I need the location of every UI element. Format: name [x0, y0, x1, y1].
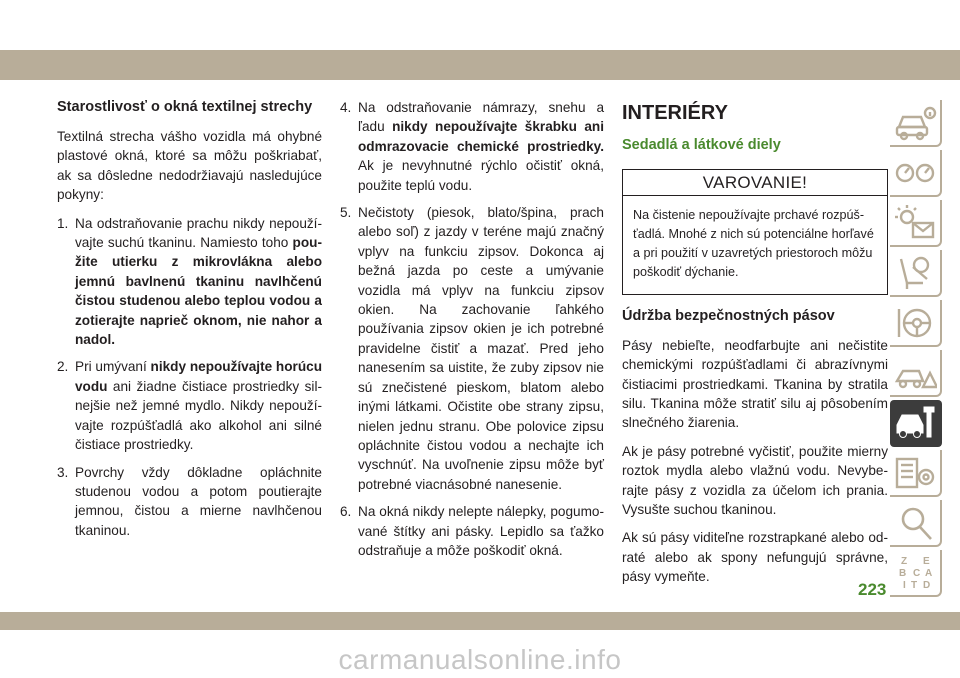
index-letter: B [899, 568, 907, 579]
index-letter: E [923, 556, 930, 567]
tab-dashboard[interactable] [890, 150, 942, 197]
heading-seatbelts: Údržba bezpečnostných pásov [622, 307, 835, 324]
page-number: 223 [858, 580, 887, 599]
section-title: INTERIÉRY [622, 102, 728, 124]
paragraph: Pásy nebieľte, neodfarbujte ani nečistite chemickými rozpúšťadlami či abrazívnymi čistiacimi prostriedkami. Tkanina by stratila silu. Tkanina môže stratiť silu aj pôsobením slnečného žiarenia. [622, 337, 888, 431]
heading-roof-windows: Starostlivosť o okná textilnej strechy [57, 99, 313, 115]
airbag-seat-icon [893, 253, 937, 293]
paragraph: Ak sú pásy viditeľne rozstrapkané alebo odraté alebo ak spony nefungujú správne, pásy vymeňte. [622, 530, 888, 585]
tab-car-info[interactable] [890, 100, 942, 147]
steering-wheel-icon [893, 303, 937, 343]
index-letter: A [925, 568, 933, 579]
index-letter: C [913, 568, 921, 579]
warning-title: VAROVANIE! [623, 170, 887, 195]
list-col2 [340, 98, 604, 560]
tab-maintenance[interactable] [890, 400, 942, 447]
top-band [0, 50, 960, 80]
list-item: 2. Pri umývaní nikdy nepoužívajte horúcu vodu ani žiadne čistiace prostriedky silnejšie než jemné mydlo. Nikdy nepoužívajte rozpúšťadlá ako alkohol ani silné čistiace prostriedky. [57, 359, 323, 453]
list-item: 4. Na odstraňovanie námrazy, snehu a ľadu nikdy nepoužívajte škrabku ani odmrazovacie chemické prostriedky. Ak je nevyhnutné rýchlo očistiť okná, použite teplú vodu. [340, 100, 604, 193]
list-item: 3. Povrchy vždy dôkladne opláchnite studenou vodou a potom poutierajte jemnou, čistou a mierne navlhčenou tkaninou. [57, 464, 322, 538]
index-letter: I [903, 580, 906, 591]
tab-emergency[interactable] [890, 350, 942, 397]
list-item: 1. Na odstraňovanie prachu nikdy nepoužívajte suchú tkaninu. Namiesto toho použite utierku z mikrovlákna alebo jemnú bavlnenú tkaninu navlhčenú čistou studenou alebo teplou vodou a zotierajte naprieč oknom, nie nahor a nadol. [57, 215, 322, 348]
warning-text: Na čistenie nepoužívajte prchavé rozpúšťadlá. Mnohé z nich sú potenciálne horľavé a pri použití v uzavretých priestoroch môžu poškodiť dýchanie. [633, 207, 874, 279]
list-item: 6. Na okná nikdy nelepte nálepky, pogumované štítky ani pásky. Lepidlo sa ťažko odstraňuje a môže poškodiť okná. [340, 504, 604, 558]
column-3 [622, 98, 888, 596]
column-2 [340, 98, 604, 568]
tab-driving[interactable] [890, 300, 942, 347]
tab-specifications[interactable] [890, 450, 942, 497]
car-info-icon [893, 103, 937, 143]
chapter-tabs [890, 100, 944, 600]
warning-box [622, 169, 888, 294]
list-col1 [57, 214, 322, 541]
tab-controls[interactable] [890, 200, 942, 247]
subsection-title: Sedadlá a látkové diely [622, 137, 781, 153]
bottom-band [0, 612, 960, 630]
tab-search[interactable] [890, 500, 942, 547]
tab-safety[interactable] [890, 250, 942, 297]
index-letter: Z [901, 556, 908, 567]
dashboard-gauge-icon [893, 153, 937, 193]
alphabet-index-icon [893, 553, 937, 593]
sun-envelope-icon [893, 203, 937, 243]
column-1 [57, 98, 322, 548]
intro-paragraph: Textilná strecha vášho vozidla má ohybné plastové okná, ktoré sa môžu poškriabať, ak sa dôsledne nedodržiavajú nasledujúce pokyny: [57, 129, 322, 203]
index-letter: T [911, 580, 918, 591]
index-letter: D [923, 580, 931, 591]
car-wrench-icon [893, 403, 937, 443]
tab-index[interactable] [890, 550, 942, 597]
warning-triangle-car-icon [893, 353, 937, 393]
magnifier-icon [893, 503, 937, 543]
specs-gear-icon [893, 453, 937, 493]
watermark: carmanualsonline.info [338, 644, 622, 675]
paragraph: Ak je pásy potrebné vyčistiť, použite mierny roztok mydla alebo vlažnú vodu. Nevyberajte pásy z vozidla za účelom ich prania. Vysušte suchou tkaninou. [622, 443, 888, 518]
list-item: 5. Nečistoty (piesok, blato/špina, prach alebo soľ) z jazdy v teréne majú značný vplyv na funkciu zipsov. Dokonca aj bežná jazda po ceste a umývanie vozidla má vplyv na funkciu zipsov okien. Na zachovanie ľahkého používania zipsov okien je ich potrebné pravidelne čistiť a mazať. Pred jeho nanesením sa uistite, že zuby zipsov nie sú znečistené pieskom, blatom alebo inými látkami. Očistite obe strany zipsu, nielen jednu stranu. Obe polovice zipsu opláchnite čistou vodou a nechajte ich vyschnúť. Na uvoľnenie zipsu môže byť potrebné viacnásobné nanesenie. [340, 205, 604, 492]
